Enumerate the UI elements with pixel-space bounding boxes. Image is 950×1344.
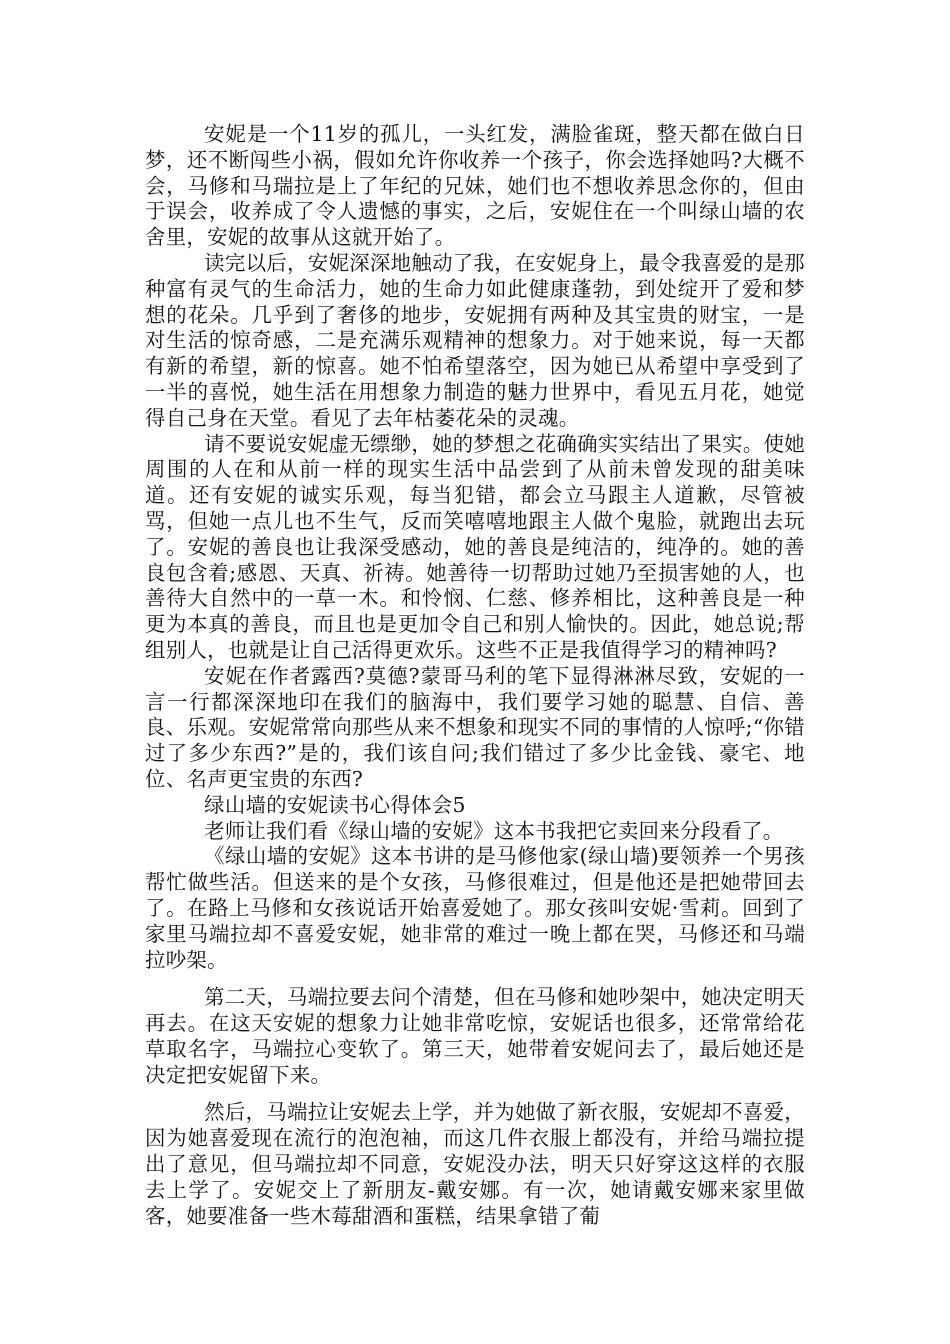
document-body <box>145 122 805 1229</box>
paragraph-3: 请不要说安妮虚无缥缈，她的梦想之花确确实实结出了果实。使她周围的人在和从前一样的现实生活中品尝到了从前未曾发现的甜美味道。还有安妮的诚实乐观，每当犯错，都会立马跟主人道歉，尽管被骂，但她一点儿也不生气，反而笑嘻嘻地跟主人做个鬼脸，就跑出去玩了。安妮的善良也让我深受感动，她的善良是纯洁的，纯净的。她的善良包含着;感恩、天真、祈祷。她善待一切帮助过她乃至损害她的人，也善待大自然中的一草一木。和怜悯、仁慈、修养相比，这种善良是一种更为本真的善良，而且也是更加令自己和别人愉快的。因此，她总说;帮组别人，也就是让自己活得更欢乐。这些不正是我值得学习的精神吗? <box>145 431 805 662</box>
paragraph-2: 读完以后，安妮深深地触动了我，在安妮身上，最令我喜爱的是那种富有灵气的生命活力，她的生命力如此健康蓬勃，到处绽开了爱和梦想的花朵。几乎到了奢侈的地步，安妮拥有两种及其宝贵的财宝，一是对生活的惊奇感，二是充满乐观精神的想象力。对于她来说，每一天都有新的希望，新的惊喜。她不怕希望落空，因为她已从希望中享受到了一半的喜悦，她生活在用想象力制造的魅力世界中，看见五月花，她觉得自己身在天堂。看见了去年枯萎花朵的灵魂。 <box>145 250 805 430</box>
paragraph-1: 安妮是一个11岁的孤儿，一头红发，满脸雀斑，整天都在做白日梦，还不断闯些小祸，假如允许你收养一个孩子，你会选择她吗?大概不会，马修和马瑞拉是上了年纪的兄妹，她们也不想收养思念你的，但由于误会，收养成了令人遗憾的事实，之后，安妮住在一个叫绿山墙的农舍里，安妮的故事从这就开始了。 <box>145 122 805 250</box>
section-heading: 绿山墙的安妮读书心得体会5 <box>204 792 466 817</box>
paragraph-5: 老师让我们看《绿山墙的安妮》这本书我把它卖回来分段看了。 <box>204 818 784 843</box>
paragraph-7: 第二天，马端拉要去问个清楚，但在马修和她吵架中，她决定明天再去。在这天安妮的想象力让她非常吃惊，安妮话也很多，还常常给花草取名字，马端拉心变软了。第三天，她带着安妮问去了，最后她还是决定把安妮留下来。 <box>145 985 805 1087</box>
paragraph-8: 然后，马端拉让安妮去上学，并为她做了新衣服，安妮却不喜爱，因为她喜爱现在流行的泡泡袖，而这几件衣服上都没有，并给马端拉提出了意见，但马端拉却不同意，安妮没办法，明天只好穿这这样的衣服去上学了。安妮交上了新朋友-戴安娜。有一次，她请戴安娜来家里做客，她要准备一些木莓甜酒和蛋糕，结果拿错了葡 <box>145 1100 805 1228</box>
paragraph-4: 安妮在作者露西?莫德?蒙哥马利的笔下显得淋淋尽致，安妮的一言一行都深深地印在我们的脑海中，我们要学习她的聪慧、自信、善良、乐观。安妮常常向那些从来不想象和现实不同的事情的人惊呼;“你错过了多少东西?”是的，我们该自问;我们错过了多少比金钱、豪宅、地位、名声更宝贵的东西? <box>145 663 805 791</box>
paragraph-6: 《绿山墙的安妮》这本书讲的是马修他家(绿山墙)要领养一个男孩帮忙做些活。但送来的是个女孩，马修很难过，但是他还是把她带回去了。在路上马修和女孩说话开始喜爱她了。那女孩叫安妮·雪莉。回到了家里马端拉却不喜爱安妮，她非常的难过一晚上都在哭，马修还和马端拉吵架。 <box>145 844 805 972</box>
